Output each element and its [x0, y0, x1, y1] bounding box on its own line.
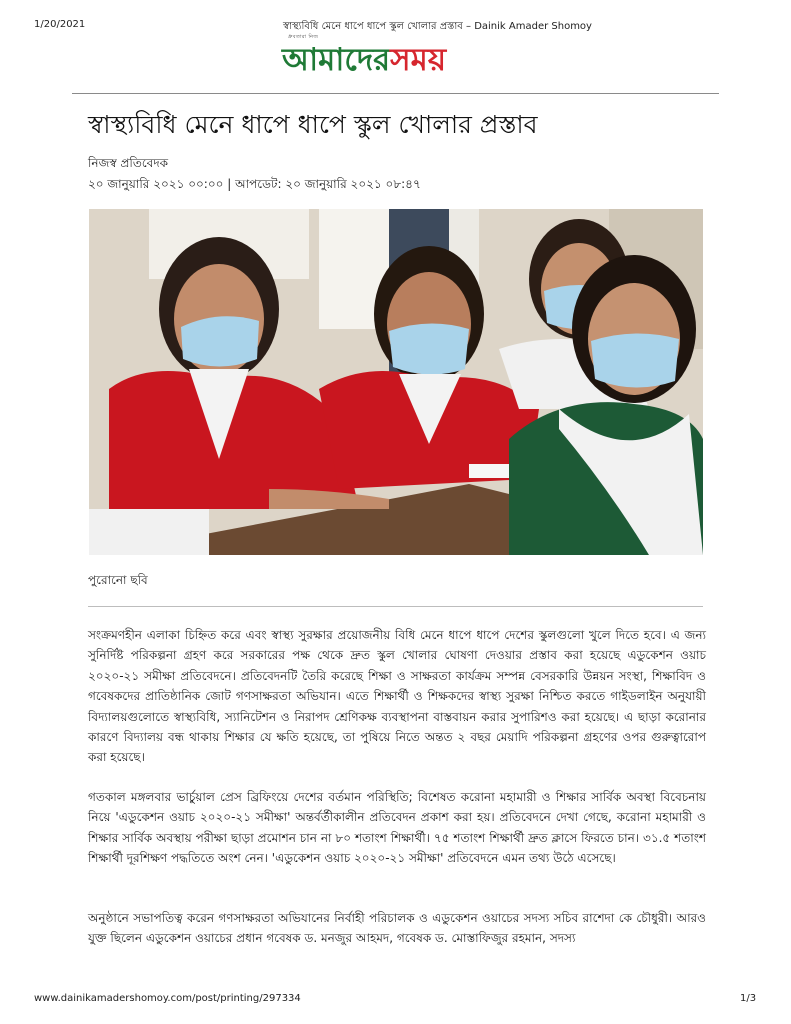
article-headline: স্বাস্থ্যবিধি মেনে ধাপে ধাপে স্কুল খোলার প্রস্তাব — [88, 110, 538, 139]
article-paragraph: সংক্রমণহীন এলাকা চিহ্নিত করে এবং স্বাস্থ্য সুরক্ষার প্রয়োজনীয় বিধি মেনে ধাপে ধাপে দেশের স্কুলগুলো খুলে দিতে হবে। এ জন্য সুনির্দিষ্ট পরিকল্পনা গ্রহণ করে সরকারের পক্ষ থেকে দ্রুত স্কুল খোলার ঘোষণা দেওয়ার প্রস্তাব করা হয়েছে এডুকেশন ওয়াচ ২০২০-২১ সমীক্ষা প্রতিবেদনে। প্রতিবেদনটি তৈরি করেছে শিক্ষা ও সাক্ষরতা কার্যক্রম সম্পন্ন বেসরকারি উন্নয়ন সংস্থা, শিক্ষাবিদ ও গবেষকদের প্রাতিষ্ঠানিক জোট গণসাক্ষরতা অভিযান। এতে শিক্ষার্থী ও শিক্ষকদের স্বাস্থ্য সুরক্ষা নিশ্চিত করতে গাইডলাইন অনুযায়ী বিদ্যালয়গুলোতে স্বাস্থ্যবিধি, স্যানিটেশন ও নিরাপদ শ্রেণিকক্ষ ব্যবস্থাপনা বাস্তবায়ন করার সুপারিশও করা হয়েছে। এ ছাড়া করোনার কারণে বিদ্যালয় বন্ধ থাকায় শিক্ষার যে ক্ষতি হয়েছে, তা পুষিয়ে নিতে অন্তত ২ বছর মেয়াদি পরিকল্পনা গ্রহণের ওপর গুরুত্বারোপ করা হয়েছে। — [88, 628, 706, 765]
print-page-number: 1/3 — [740, 993, 757, 1004]
logo-wordmark-part1: আমাদের — [282, 42, 391, 78]
logo-tagline: ধ্রুবতারা নিজ — [288, 34, 319, 40]
logo-wordmark-part2: সময় — [390, 42, 447, 78]
article-reporter: নিজস্ব প্রতিবেদক — [88, 156, 169, 170]
print-date: 1/20/2021 — [34, 19, 86, 30]
print-footer-url[interactable]: www.dainikamadershomoy.com/post/printing/297334 — [34, 993, 301, 1004]
print-page-title: স্বাস্থ্যবিধি মেনে ধাপে ধাপে স্কুল খোলার প্রস্তাব – Dainik Amader Shomoy — [283, 21, 592, 32]
header-divider — [72, 93, 719, 94]
article-dateline: ২০ জানুয়ারি ২০২১ ০০:০০ | আপডেট: ২০ জানুয়ারি ২০২১ ০৮:৪৭ — [88, 177, 421, 191]
article-paragraph: গতকাল মঙ্গলবার ভার্চুয়াল প্রেস ব্রিফিংয়ে দেশের বর্তমান পরিস্থিতি; বিশেষত করোনা মহামারী ও শিক্ষার সার্বিক অবস্থা বিবেচনায় নিয়ে 'এডুকেশন ওয়াচ ২০২০-২১ সমীক্ষা' অন্তর্বর্তীকালীন প্রতিবেদন প্রকাশ করা হয়। প্রতিবেদনে দেখা গেছে, করোনা মহামারী ও শিক্ষার সার্বিক অবস্থায় পরীক্ষা ছাড়া প্রমোশন চান না ৮০ শতাংশ শিক্ষার্থী। ৭৫ শতাংশ শিক্ষার্থী দ্রুত ক্লাসে ফিরতে চান। ৩১.৫ শতাংশ শিক্ষার্থী দূরশিক্ষণ পদ্ধতিতে অংশ নেন। 'এডুকেশন ওয়াচ ২০২০-২১ সমীক্ষা' প্রতিবেদনে এমন তথ্য উঠে এসেছে। — [88, 790, 706, 866]
students-photo-illustration — [89, 209, 703, 555]
photo-caption: পুরোনো ছবি — [88, 573, 148, 587]
site-logo[interactable] — [282, 34, 522, 84]
logo-wordmark — [282, 40, 446, 80]
article-photo — [89, 209, 703, 555]
article-paragraph: অনুষ্ঠানে সভাপতিত্ব করেন গণসাক্ষরতা অভিযানের নির্বাহী পরিচালক ও এডুকেশন ওয়াচের সদস্য সচিব রাশেদা কে চৌধুরী। আরও যুক্ত ছিলেন এডুকেশন ওয়াচের প্রধান গবেষক ড. মনজুর আহমদ, গবেষক ড. মোস্তাফিজুর রহমান, সদস্য — [88, 911, 706, 946]
caption-divider — [88, 606, 703, 607]
